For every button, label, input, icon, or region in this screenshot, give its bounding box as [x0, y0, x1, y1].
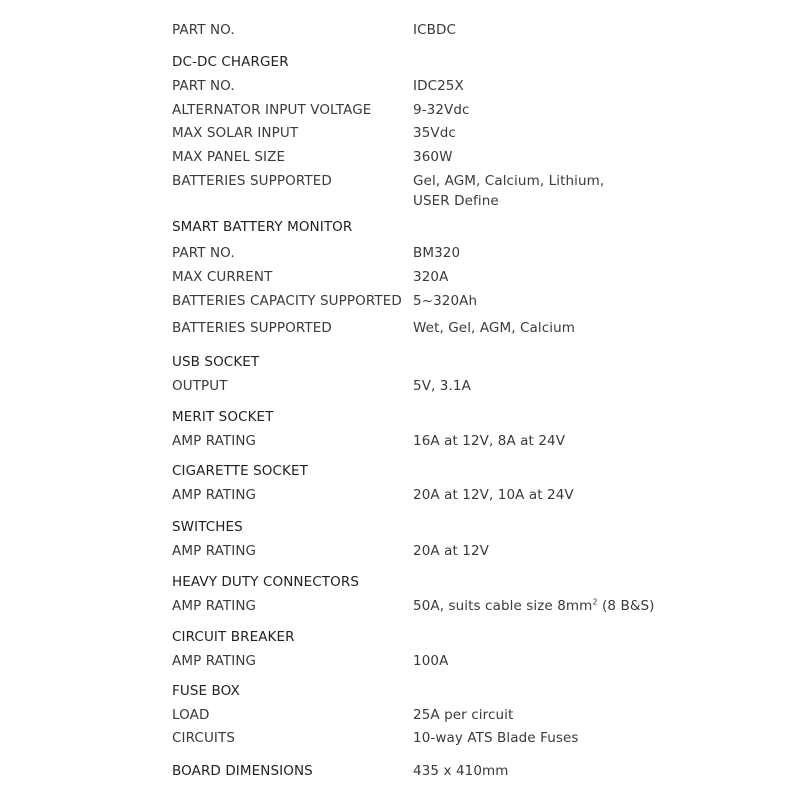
max-current-value: 320A — [413, 269, 449, 285]
alternator-input-value: 9-32Vdc — [413, 102, 470, 118]
merit-amp-rating-label: AMP RATING — [172, 433, 257, 449]
part-no-label: PART NO. — [172, 22, 235, 38]
part-no-value: ICBDC — [413, 22, 456, 38]
usb-output-label: OUTPUT — [172, 378, 228, 394]
fuse-circuits-label: CIRCUITS — [172, 730, 236, 746]
battery-monitor-heading: SMART BATTERY MONITOR — [172, 219, 353, 235]
switches-amp-rating-value: 20A at 12V — [413, 543, 489, 559]
dc-charger-part-no-value: IDC25X — [413, 78, 464, 94]
switches-amp-rating-label: AMP RATING — [172, 543, 257, 559]
charger-batteries-supported-label: BATTERIES SUPPORTED — [172, 173, 332, 189]
monitor-part-no-label: PART NO. — [172, 245, 235, 261]
cigarette-amp-rating-label: AMP RATING — [172, 487, 257, 503]
max-panel-size-value: 360W — [413, 149, 453, 165]
board-dimensions-value: 435 x 410mm — [413, 763, 509, 779]
charger-batteries-supported-value-cont: USER Define — [413, 193, 499, 209]
max-solar-input-value: 35Vdc — [413, 125, 456, 141]
monitor-batteries-supported-label: BATTERIES SUPPORTED — [172, 320, 332, 336]
usb-socket-heading: USB SOCKET — [172, 354, 260, 370]
heavy-duty-amp-rating-value: 50A, suits cable size $8mm^2$ (8 B&S) — [413, 597, 655, 614]
heavy-duty-connectors-heading: HEAVY DUTY CONNECTORS — [172, 574, 360, 590]
charger-batteries-supported-value: Gel, AGM, Calcium, Lithium, — [413, 173, 605, 189]
monitor-batteries-supported-value: Wet, Gel, AGM, Calcium — [413, 320, 576, 336]
max-panel-size-label: MAX PANEL SIZE — [172, 149, 286, 165]
max-current-label: MAX CURRENT — [172, 269, 273, 285]
breaker-amp-rating-label: AMP RATING — [172, 653, 257, 669]
max-solar-input-label: MAX SOLAR INPUT — [172, 125, 299, 141]
fuse-box-heading: FUSE BOX — [172, 683, 240, 699]
dc-charger-heading: DC-DC CHARGER — [172, 54, 289, 70]
switches-heading: SWITCHES — [172, 519, 243, 535]
capacity-supported-value: 5~320Ah — [413, 293, 478, 309]
circuit-breaker-heading: CIRCUIT BREAKER — [172, 629, 295, 645]
usb-output-value: 5V, 3.1A — [413, 378, 471, 394]
merit-socket-heading: MERIT SOCKET — [172, 409, 274, 425]
breaker-amp-rating-value: 100A — [413, 653, 449, 669]
cigarette-socket-heading: CIGARETTE SOCKET — [172, 463, 308, 479]
heavy-duty-amp-rating-label: AMP RATING — [172, 598, 257, 614]
fuse-load-value: 25A per circuit — [413, 707, 514, 723]
merit-amp-rating-value: 16A at 12V, 8A at 24V — [413, 433, 566, 449]
alternator-input-label: ALTERNATOR INPUT VOLTAGE — [172, 102, 372, 118]
fuse-load-label: LOAD — [172, 707, 210, 723]
board-dimensions-label: BOARD DIMENSIONS — [172, 763, 313, 779]
monitor-part-no-value: BM320 — [413, 245, 461, 261]
cigarette-amp-rating-value: 20A at 12V, 10A at 24V — [413, 487, 574, 503]
dc-charger-part-no-label: PART NO. — [172, 78, 235, 94]
fuse-circuits-value: 10-way ATS Blade Fuses — [413, 730, 579, 746]
capacity-supported-label: BATTERIES CAPACITY SUPPORTED — [172, 293, 402, 309]
